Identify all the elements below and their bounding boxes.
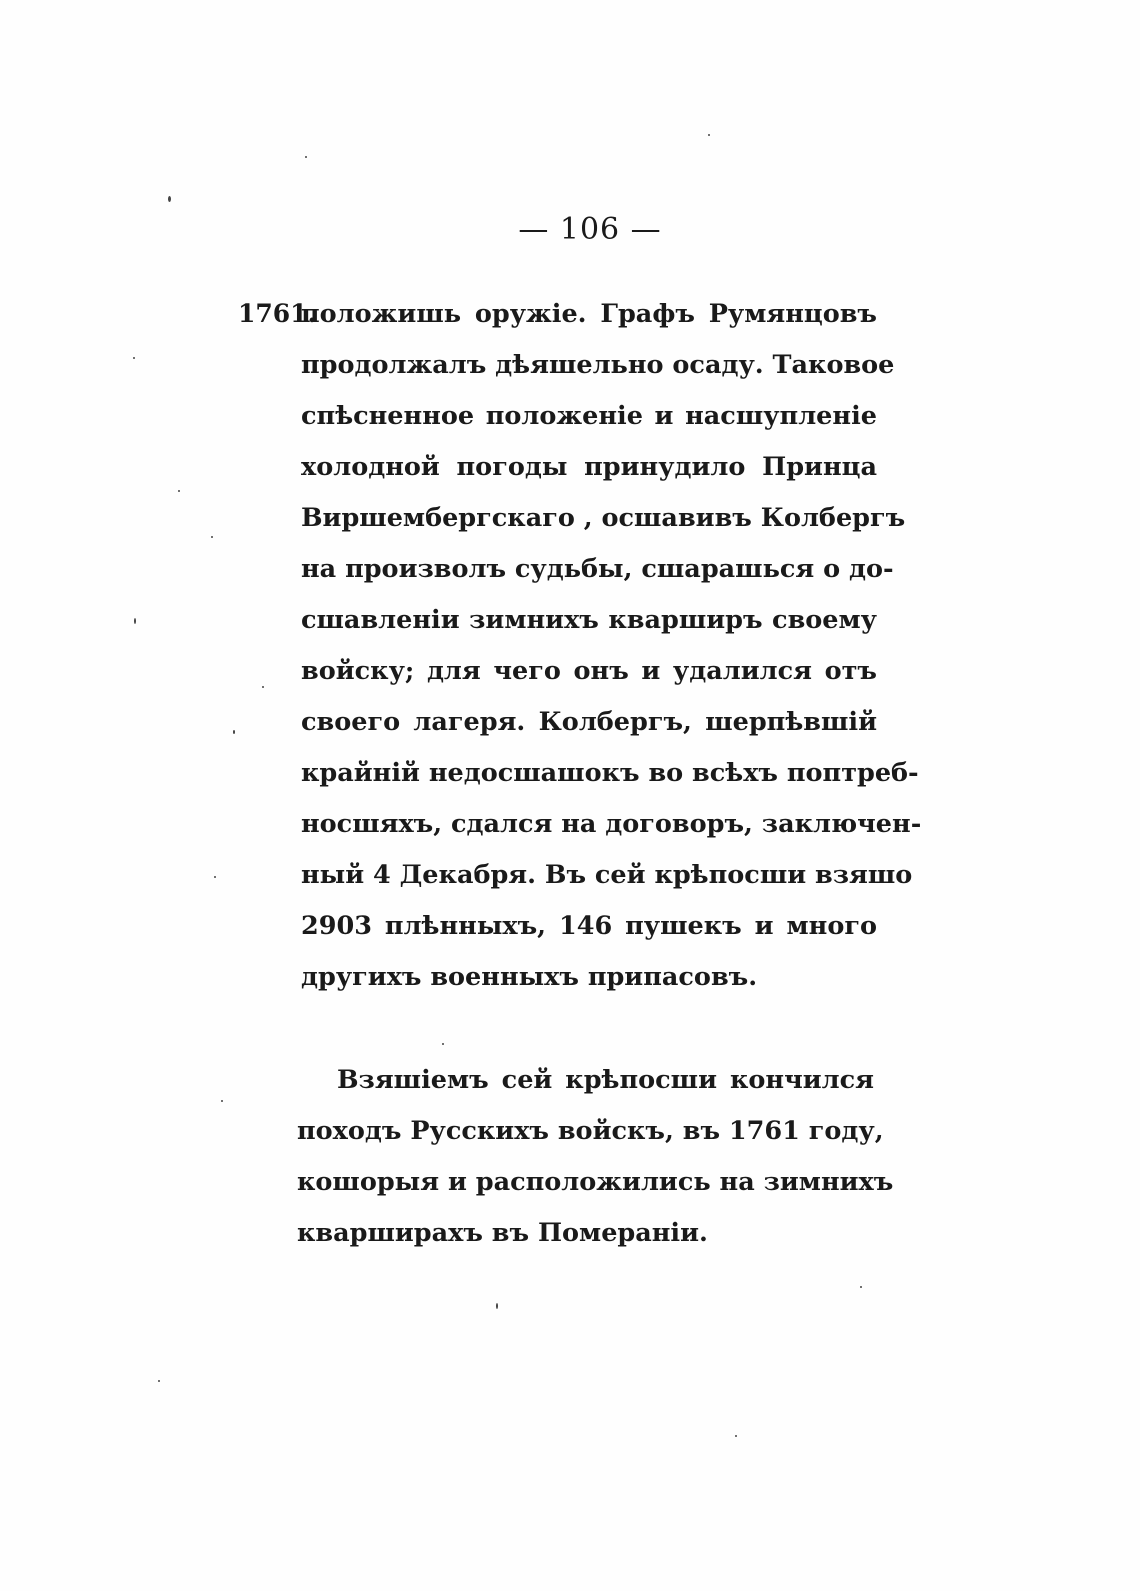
speck <box>860 1286 862 1288</box>
text-line: сшавленіи зимнихъ кварширъ своему <box>301 605 877 635</box>
speck <box>178 490 180 492</box>
text-line: на произволъ судьбы, сшарашься о до- <box>301 554 894 584</box>
text-line: крайній недосшашокъ во всѣхъ поптреб- <box>301 758 919 788</box>
text-line: Взяшіемъ сей крѣпосши кончился <box>337 1065 874 1095</box>
speck <box>262 686 264 688</box>
speck <box>158 1380 160 1382</box>
margin-year-note: 1761. <box>238 299 317 328</box>
speck <box>211 536 213 538</box>
text-line: другихъ военныхъ припасовъ. <box>301 962 758 992</box>
text-line: спѣсненное положеніе и насшупленіе <box>301 401 877 431</box>
speck <box>214 876 216 878</box>
text-line: Виршембергскаго , осшавивъ Колбергъ <box>301 503 906 533</box>
text-line: кошорыя и расположились на зимнихъ <box>297 1167 894 1197</box>
text-line: 2903 плѣнныхъ, 146 пушекъ и много <box>301 911 877 941</box>
text-line: продолжалъ дѣяшельно осаду. Таковое <box>301 350 895 380</box>
text-line: своего лагеря. Колбергъ, шерпѣвшій <box>301 707 877 737</box>
speck <box>168 196 171 202</box>
text-line: походъ Русскихъ войскъ, въ 1761 году, <box>297 1116 884 1146</box>
text-line: носшяхъ, сдался на договоръ, заключен- <box>301 809 922 839</box>
speck <box>233 730 235 734</box>
speck <box>305 156 307 158</box>
speck <box>735 1435 737 1437</box>
speck <box>708 134 710 136</box>
text-line: холодной погоды принудило Принца <box>301 452 877 482</box>
speck <box>496 1303 498 1309</box>
text-line: кварширахъ въ Помераніи. <box>297 1218 708 1248</box>
text-line: ный 4 Декабря. Въ сей крѣпосши взяшо <box>301 860 913 890</box>
text-line: положишь оружіе. Графъ Румянцовъ <box>301 299 877 329</box>
speck <box>134 618 136 624</box>
speck <box>221 1100 223 1102</box>
speck <box>442 1043 444 1045</box>
page-number: — 106 — <box>518 212 662 247</box>
speck <box>133 357 135 359</box>
text-line: войску; для чего онъ и удалился отъ <box>301 656 877 686</box>
